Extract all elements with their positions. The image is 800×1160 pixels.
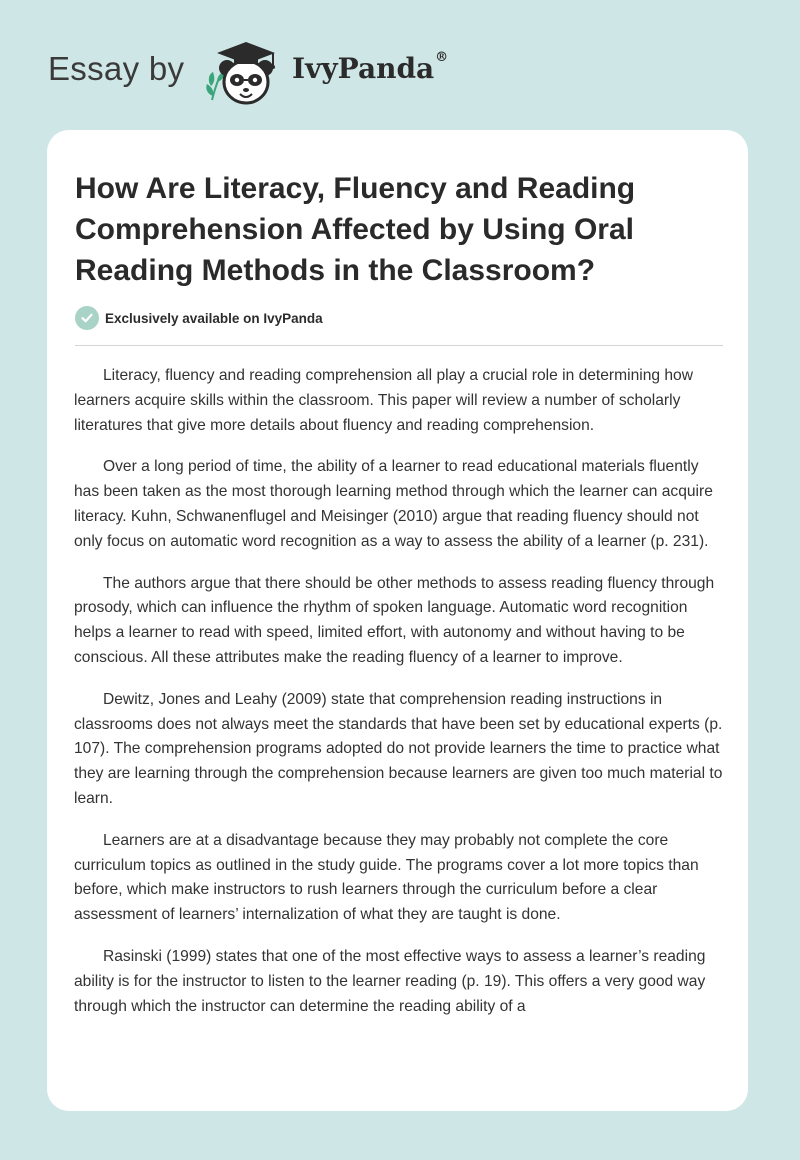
essay-body (74, 364, 726, 1036)
ivypanda-brand[interactable] (292, 52, 448, 85)
paragraph: Over a long period of time, the ability of a learner to read educational materials fluently has been taken as the most thorough learning method through which the learner can acquire literacy. Kuhn, Schwanenflugel and Meisinger (2010) argue that reading fluency should not only focus on automatic word recognition as a way to assess the ability of a learner (p. 231). (74, 458, 713, 550)
essay-title: How Are Literacy, Fluency and Reading Comprehension Affected by Using Oral Reading Methods in the Classroom? (75, 172, 636, 287)
site-header (0, 0, 800, 125)
exclusive-badge (75, 306, 323, 330)
paragraph: Learners are at a disadvantage because they may probably not complete the core curriculum topics as outlined in the study guide. The programs cover a lot more topics than before, which make instructors to rush learners through the curriculum before a clear assessment of learners’ internalization of what they are taught is done. (74, 831, 699, 924)
essay-card (47, 130, 748, 1111)
divider (75, 345, 723, 346)
paragraph: Literacy, fluency and reading comprehension all play a crucial role in determining how learners acquire skills within the classroom. This paper will review a number of scholarly literatures that give more details about fluency and reading comprehension. (74, 367, 693, 434)
paragraph: The authors argue that there should be other methods to assess reading fluency through prosody, which can influence the rhythm of spoken language. Automatic word recognition helps a learner to read with speed, limited effort, with autonomy and without having to be conscious. All these attributes make the reading fluency of a learner to improve. (74, 574, 715, 666)
check-circle-icon (75, 306, 99, 330)
paragraph: Dewitz, Jones and Leahy (2009) state that comprehension reading instructions in classrooms does not always meet the standards that have been set by educational experts (p. 107). The comprehension programs adopted do not provide learners the time to practice what they are learning through the comprehension because learners are given too much material to learn. (74, 690, 723, 807)
essay-by-label: Essay by (48, 50, 185, 87)
ivypanda-logo-icon[interactable] (203, 38, 285, 108)
paragraph: Rasinski (1999) states that one of the most effective ways to assess a learner’s reading ability is for the instructor to listen to the learner reading (p. 19). This offers a very good way through which the instructor can determine the reading ability of a (74, 947, 706, 1015)
exclusive-label: Exclusively available on IvyPanda (105, 310, 323, 326)
brand-name: IvyPanda (292, 52, 435, 85)
registered-mark: ® (435, 50, 449, 65)
